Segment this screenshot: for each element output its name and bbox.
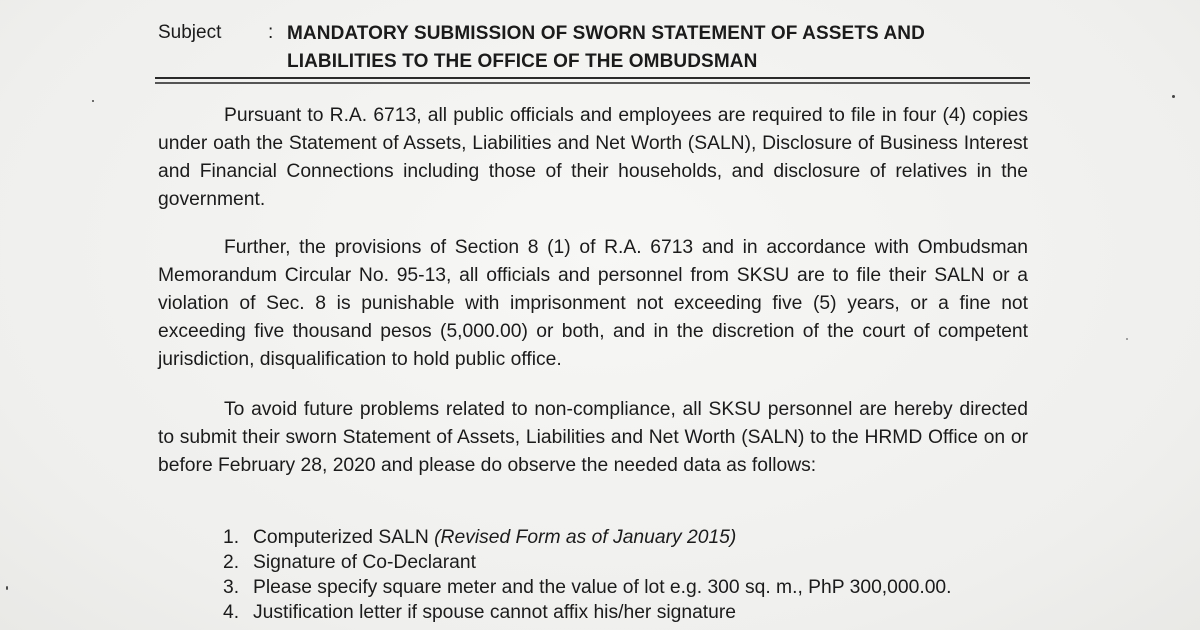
scan-speck [1172,95,1175,98]
scan-speck [6,586,8,590]
paragraph-ra6713: Pursuant to R.A. 6713, all public officials and employees are required to file in four (4) copies under oath the Statement of Assets, Liabilities and Net Worth (SALN), Disclosure of Business Interest and Financial Connections including those of their households, and disclosure of relatives in the government. [158,105,1028,210]
paragraph-compliance: To avoid future problems related to non-compliance, all SKSU personnel are hereby directed to submit their sworn Statement of Assets, Liabilities and Net Worth (SALN) to the HRMD Office on or before February 28, 2020 and please do observe the needed data as follows: [158,399,1028,476]
list-item-number: 1. [223,527,240,548]
scan-speck [1126,338,1128,340]
subject-row [158,20,1038,76]
subject-title-line2: LIABILITIES TO THE OFFICE OF THE OMBUDSMAN [287,51,758,72]
list-item-number: 3. [223,577,240,598]
list-item-number: 2. [223,552,240,573]
list-item-text: Please specify square meter and the value of lot e.g. 300 sq. m., PhP 300,000.00. [253,577,952,598]
list-item-text: Justification letter if spouse cannot affix his/her signature [253,602,737,623]
subject-label: Subject [158,22,222,43]
subject-divider-secondary [155,82,1030,84]
subject-title [287,20,1047,76]
list-item [223,550,1043,575]
list-item-number: 4. [223,602,240,623]
paragraph-section8: Further, the provisions of Section 8 (1) of R.A. 6713 and in accordance with Ombudsman Memorandum Circular No. 95-13, all officials and personnel from SKSU are to file their SALN or a violation of Sec. 8 is punishable with imprisonment not exceeding five (5) years, or a fine not exceeding five thousand pesos (5,000.00) or both, and in the discretion of the court of competent jurisdiction, disqualification to hold public office. [158,237,1028,370]
list-item-text: Computerized SALN [253,527,435,548]
requirements-list [223,525,1043,625]
list-item [223,525,1043,550]
subject-title-line1: MANDATORY SUBMISSION OF SWORN STATEMENT OF ASSETS AND [287,23,925,44]
subject-divider [155,77,1030,79]
list-item-note: (Revised Form as of January 2015) [434,527,737,548]
list-item-text: Signature of Co-Declarant [253,552,476,573]
subject-colon: : [268,22,274,43]
scan-speck [92,100,94,102]
list-item [223,600,1043,625]
list-item [223,575,1043,600]
